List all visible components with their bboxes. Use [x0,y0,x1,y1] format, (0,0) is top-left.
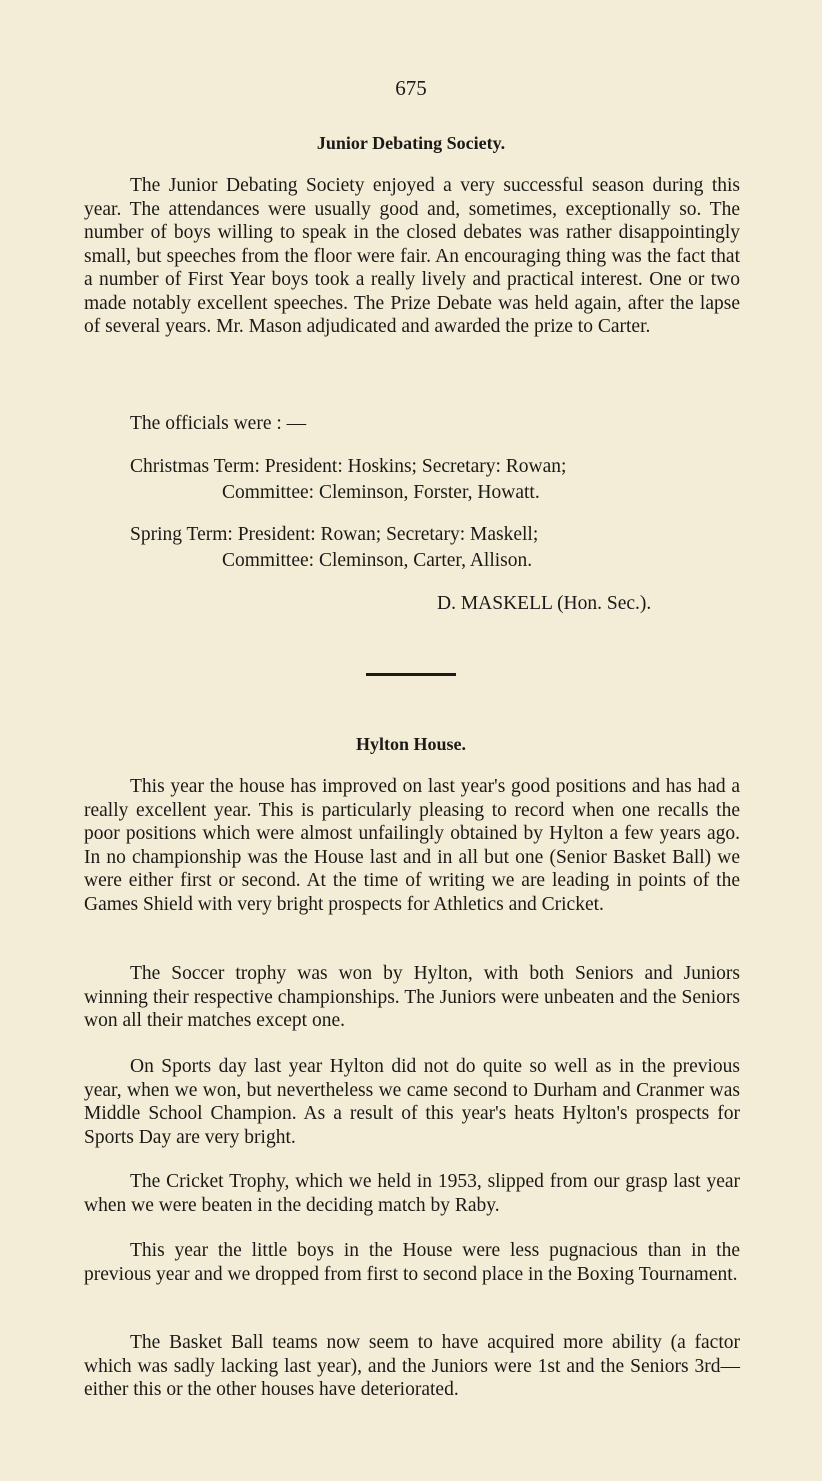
junior-debating-paragraph: The Junior Debating Society enjoyed a very successful season during this year. The attendances were usually good and, sometimes, exceptionally so. The number of boys willing to speak in the closed debates was rather disappointingly small, but speeches from the floor were fair. An encouraging thing was the fact that a number of First Year boys took a really lively and practical interest. One or two made notably excellent speeches. The Prize Debate was held again, after the lapse of several years. Mr. Mason adjudicated and awarded the prize to Carter. [84,175,740,337]
hylton-paragraph: This year the house has improved on last year's good positions and has had a really excellent year. This is particularly pleasing to record when one recalls the poor positions which were almost unfailingly obtained by Hylton a few years ago. In no championship was the House last and in all but one (Senior Basket Ball) we were either first or second. At the time of writing we are leading in points of the Games Shield with very bright prospects for Athletics and Cricket. [84,776,740,915]
hylton-paragraph: The Basket Ball teams now seem to have acquired more ability (a factor which was sadly lacking last year), and the Juniors were 1st and the Seniors 3rd—either this or the other houses have deteriorated. [84,1332,740,1400]
hylton-paragraph: The Soccer trophy was won by Hylton, with both Seniors and Juniors winning their respective championships. The Juniors were unbeaten and the Seniors won all their matches except one. [84,963,740,1031]
page-number: 675 [395,76,427,100]
hylton-house-heading: Hylton House. [355,734,466,754]
spring-term-committee: Committee: Cleminson, Carter, Allison. [222,550,533,571]
section-divider [366,673,456,676]
junior-debating-heading: Junior Debating Society. [316,133,506,153]
spring-term-officers: Spring Term: President: Rowan; Secretary: Maskell; [130,524,539,545]
signature: D. MASKELL (Hon. Sec.). [437,593,652,614]
christmas-term-committee: Committee: Cleminson, Forster, Howatt. [222,482,540,503]
christmas-term-officers: Christmas Term: President: Hoskins; Secretary: Rowan; [130,456,567,477]
hylton-paragraph: This year the little boys in the House were less pugnacious than in the previous year and we dropped from first to second place in the Boxing Tournament. [84,1240,740,1285]
hylton-paragraph: The Cricket Trophy, which we held in 1953, slipped from our grasp last year when we were beaten in the deciding match by Raby. [84,1171,740,1216]
hylton-paragraph: On Sports day last year Hylton did not do quite so well as in the previous year, when we won, but nevertheless we came second to Durham and Cranmer was Middle School Champion. As a result of this year's heats Hylton's prospects for Sports Day are very bright. [84,1056,740,1148]
officials-intro: The officials were : — [130,413,307,434]
